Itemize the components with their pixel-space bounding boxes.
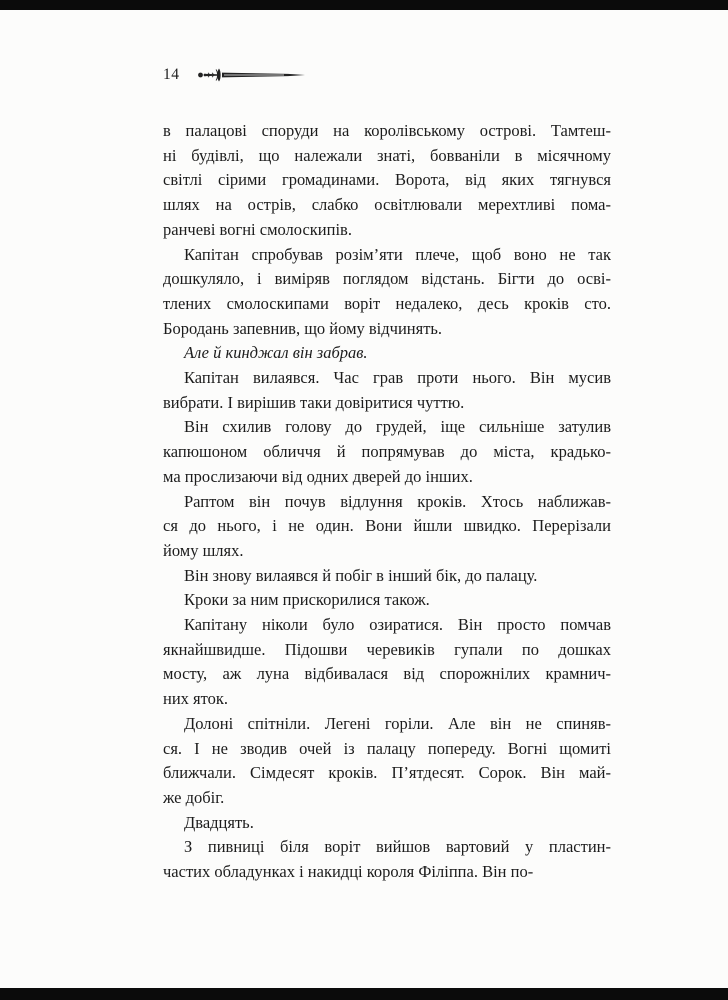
text-line: Він схилив голову до грудей, іще сильніше затулив xyxy=(184,417,611,437)
text-line: Долоні спітніли. Легені горіли. Але він не спиняв- xyxy=(184,713,611,733)
paragraph xyxy=(163,564,611,589)
text-line: ближчали. Сімдесят кроків. П’ятдесят. Сорок. Він май- xyxy=(163,763,611,783)
text-line: ні будівлі, що належали знаті, бовваніли в місячному xyxy=(163,145,611,165)
paragraph xyxy=(163,811,611,836)
text-line: йому шлях. xyxy=(163,540,244,560)
text-line: ранчеві вогні смолоскипів. xyxy=(163,219,352,239)
paragraph xyxy=(163,613,611,712)
text-line: Капітану ніколи було озиратися. Він просто помчав xyxy=(184,615,611,635)
paragraph xyxy=(163,366,611,415)
text-line: частих обладунках і накидці короля Філіппа. Він по- xyxy=(163,862,534,882)
text-line: Кроки за ним прискорилися також. xyxy=(184,590,430,610)
text-line: шлях на острів, слабко освітлювали мерехтливі пома- xyxy=(163,195,611,215)
text-line: них яток. xyxy=(163,689,229,709)
text-line: Двадцять. xyxy=(184,812,254,832)
paragraph xyxy=(163,243,611,342)
text-line: вибрати. І вирішив таки довіритися чуттю. xyxy=(163,392,465,412)
text-line: тлених смолоскипами воріт недалеко, десь кроків сто. xyxy=(163,293,611,313)
text-block xyxy=(163,119,611,885)
paragraph xyxy=(163,490,611,564)
text-line: Бородань запевнив, що йому відчинять. xyxy=(163,318,443,338)
text-line: світлі сірими громадинами. Ворота, від яких тягнувся xyxy=(163,170,611,190)
text-line: же добіг. xyxy=(163,787,225,807)
dagger-ornament-icon xyxy=(196,67,306,83)
text-line: Але й кинджал він забрав. xyxy=(184,343,368,363)
text-line: ся. І не зводив очей із палацу попереду. Вогні щомиті xyxy=(163,738,611,758)
running-head xyxy=(163,66,306,84)
paragraph xyxy=(163,415,611,489)
top-edge-bar xyxy=(0,0,728,10)
page-number: 14 xyxy=(163,66,180,83)
text-line: Він знову вилаявся й побіг в інший бік, до палацу. xyxy=(184,565,538,585)
text-line: мосту, аж луна відбивалася від спорожнілих крамнич- xyxy=(163,664,611,684)
text-line: якнайшвидше. Підошви черевиків гупали по дошках xyxy=(163,639,611,659)
text-line: ся до нього, і не один. Вони йшли швидко. Перерізали xyxy=(163,516,611,536)
paragraph xyxy=(163,341,611,366)
paragraph xyxy=(163,835,611,884)
text-line: З пивниці біля воріт вийшов вартовий у пластин- xyxy=(184,837,611,857)
text-line: дошкуляло, і виміряв поглядом відстань. Бігти до осві- xyxy=(163,269,611,289)
bottom-edge-bar xyxy=(0,988,728,1000)
text-line: Капітан спробував розім’яти плече, щоб воно не так xyxy=(184,244,611,264)
text-line: капюшоном обличчя й попрямував до міста, крадько- xyxy=(163,442,611,462)
text-line: Капітан вилаявся. Час грав проти нього. Він мусив xyxy=(184,368,611,388)
paragraph xyxy=(163,588,611,613)
text-line: ма прослизаючи від одних дверей до інших. xyxy=(163,466,473,486)
paragraph xyxy=(163,712,611,811)
text-line: в палацові споруди на королівському острові. Тамтеш- xyxy=(163,121,611,140)
paragraph xyxy=(163,119,611,243)
text-line: Раптом він почув відлуння кроків. Хтось наближав- xyxy=(184,491,611,511)
